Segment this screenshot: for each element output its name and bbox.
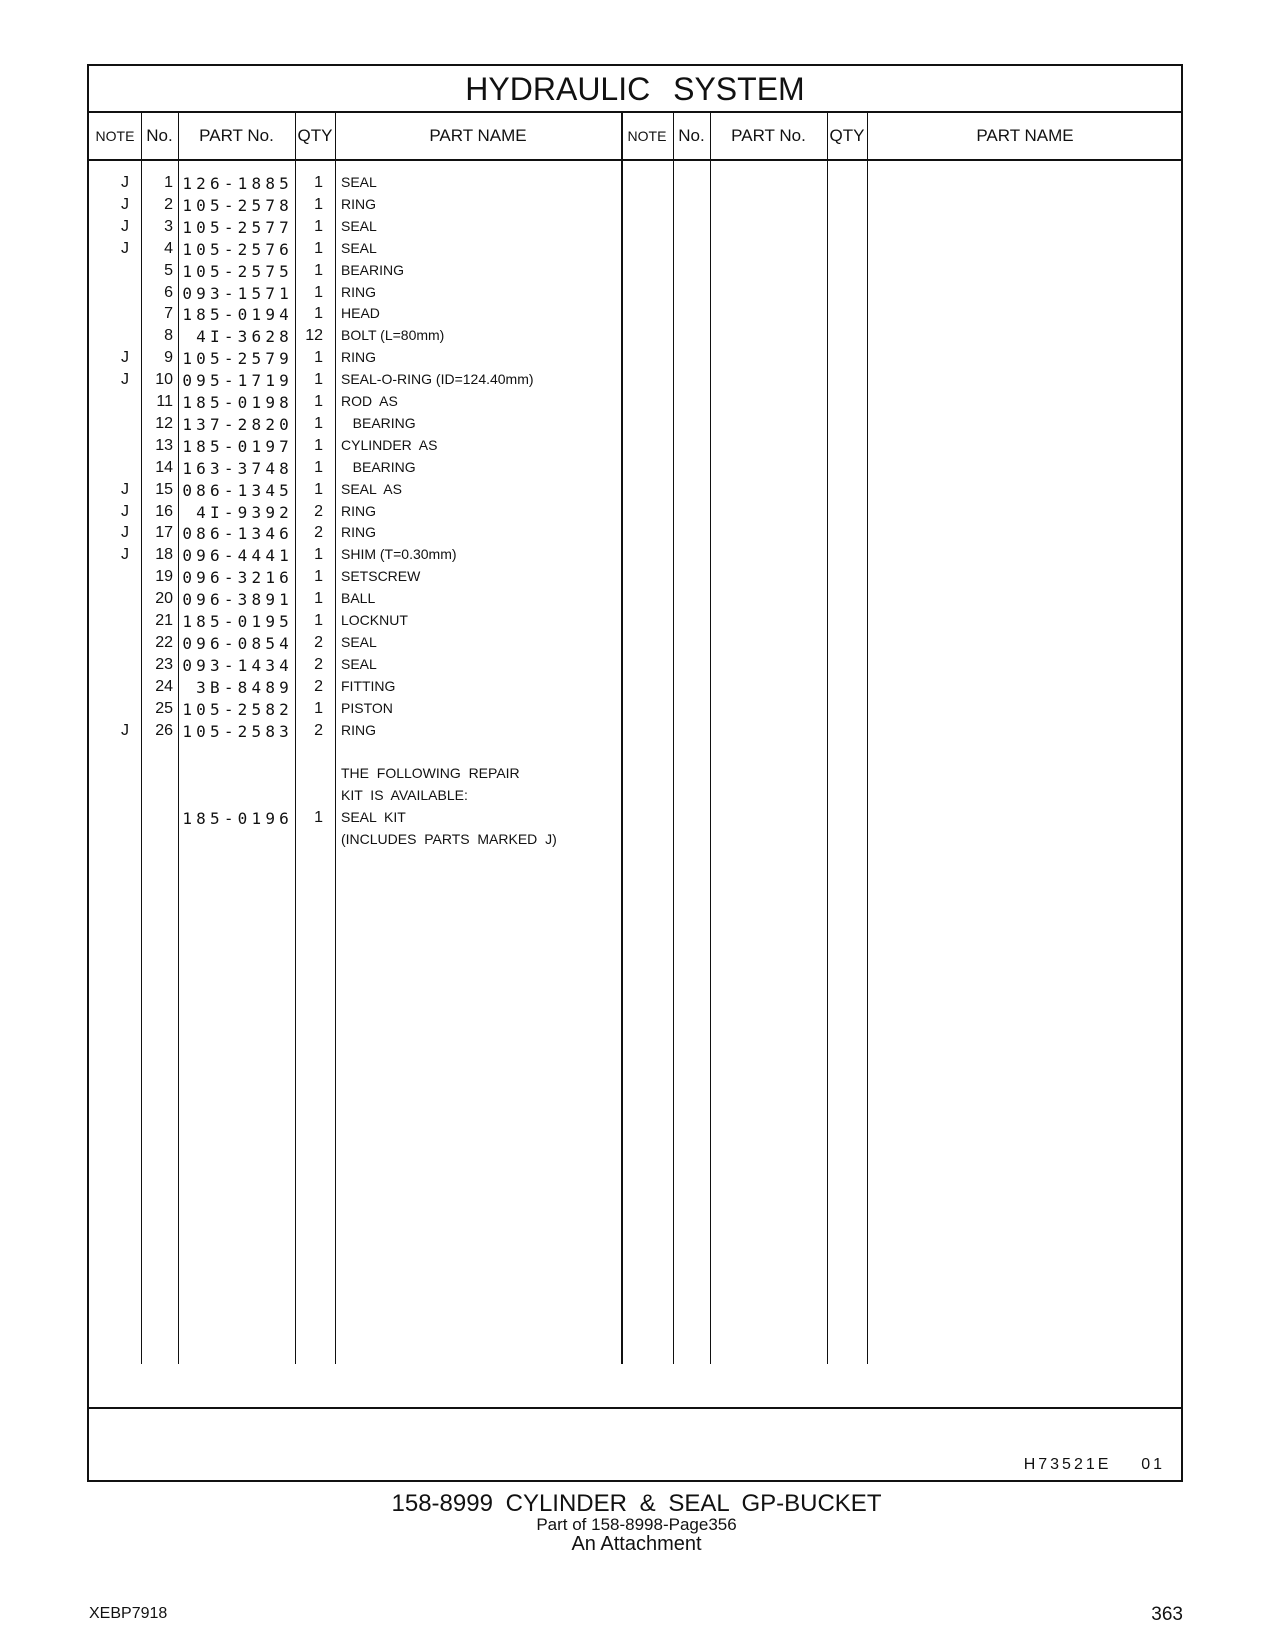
part-number-cell: 086-1346 <box>182 524 293 544</box>
part-number-cell: 4I-9392 <box>196 502 293 522</box>
part-name-cell: SETSCREW <box>341 568 421 585</box>
part-name-cell: RING <box>341 502 376 519</box>
quantity-cell: 1 <box>314 305 323 323</box>
item-number-cell: 8 <box>164 327 173 345</box>
item-number-cell: 16 <box>155 502 173 520</box>
part-number-cell: 185-0194 <box>182 305 293 325</box>
item-number-cell: 9 <box>164 349 173 367</box>
part-number-cell: 105-2575 <box>182 261 293 281</box>
note-cell: J <box>121 721 129 739</box>
table-row <box>89 262 1181 285</box>
table-row <box>89 349 1181 372</box>
table-row <box>89 590 1181 613</box>
item-number-cell: 7 <box>164 305 173 323</box>
part-number-cell: 096-3216 <box>182 568 293 588</box>
table-row <box>89 809 1181 832</box>
part-name-cell: RING <box>341 721 376 738</box>
part-number-cell: 105-2577 <box>182 217 293 237</box>
note-cell: J <box>121 524 129 542</box>
quantity-cell: 2 <box>314 655 323 673</box>
table-row <box>89 722 1181 745</box>
quantity-cell: 1 <box>314 590 323 608</box>
part-number-cell: 4I-3628 <box>196 327 293 347</box>
table-row <box>89 218 1181 241</box>
part-name-cell: SEAL-O-RING (ID=124.40mm) <box>341 371 534 388</box>
parts-table-frame <box>87 64 1183 1482</box>
quantity-cell: 1 <box>314 283 323 301</box>
note-cell: J <box>121 546 129 564</box>
table-row <box>89 174 1181 197</box>
quantity-cell: 1 <box>314 809 323 827</box>
part-number-cell: 105-2576 <box>182 239 293 259</box>
part-name-cell: FITTING <box>341 677 396 694</box>
quantity-cell: 2 <box>314 502 323 520</box>
part-name-cell: SEAL <box>341 655 377 672</box>
quantity-cell: 1 <box>314 174 323 191</box>
part-number-cell: 093-1571 <box>182 283 293 303</box>
item-number-cell: 24 <box>155 677 173 695</box>
item-number-cell: 13 <box>155 436 173 454</box>
item-number-cell: 22 <box>155 633 173 651</box>
caption-subtitle: Part of 158-8998-Page356 <box>536 1515 737 1534</box>
note-cell: J <box>121 195 129 213</box>
part-name-cell: SEAL KIT <box>341 809 406 826</box>
quantity-cell: 12 <box>305 327 323 345</box>
part-name-cell: SEAL <box>341 239 377 256</box>
table-row <box>89 240 1181 263</box>
part-name-cell: RING <box>341 524 376 541</box>
part-name-cell: SEAL AS <box>341 480 402 497</box>
part-number-cell: 163-3748 <box>182 458 293 478</box>
item-number-cell: 1 <box>164 174 173 191</box>
quantity-cell: 2 <box>314 677 323 695</box>
header-qty-right: QTY <box>829 126 865 145</box>
table-row <box>89 612 1181 635</box>
table-row <box>89 503 1181 526</box>
part-number-cell: 096-4441 <box>182 546 293 566</box>
table-row <box>89 787 1181 810</box>
table-row <box>89 634 1181 657</box>
quantity-cell: 1 <box>314 546 323 564</box>
table-row <box>89 656 1181 679</box>
header-no: No. <box>146 126 173 145</box>
header-part-name: PART NAME <box>429 126 527 145</box>
item-number-cell: 6 <box>164 283 173 301</box>
table-row <box>89 524 1181 547</box>
item-number-cell: 19 <box>155 568 173 586</box>
part-number-cell: 105-2578 <box>182 195 293 215</box>
note-cell: J <box>121 239 129 257</box>
caption-attachment: An Attachment <box>571 1533 702 1555</box>
table-row <box>89 765 1181 788</box>
item-number-cell: 25 <box>155 699 173 717</box>
part-name-cell: RING <box>341 283 376 300</box>
part-number-cell: 185-0195 <box>182 612 293 631</box>
table-row <box>89 327 1181 350</box>
part-name-cell: THE FOLLOWING REPAIR <box>341 765 520 782</box>
part-number-cell: 185-0198 <box>182 393 293 412</box>
quantity-cell: 1 <box>314 436 323 454</box>
part-name-cell: BOLT (L=80mm) <box>341 327 445 344</box>
part-name-cell: LOCKNUT <box>341 612 408 628</box>
header-note-right: NOTE <box>627 128 667 144</box>
quantity-cell: 1 <box>314 217 323 235</box>
note-cell: J <box>121 371 129 389</box>
table-row <box>89 678 1181 701</box>
table-row <box>89 743 1181 766</box>
header-no-right: No. <box>678 126 705 145</box>
document-id: XEBP7918 <box>89 1605 168 1622</box>
item-number-cell: 18 <box>155 546 173 564</box>
table-row <box>89 415 1181 438</box>
header-note: NOTE <box>95 128 135 144</box>
part-number-cell: 137-2820 <box>182 414 293 434</box>
quantity-cell: 1 <box>314 612 323 629</box>
table-row <box>89 700 1181 723</box>
part-name-cell: (INCLUDES PARTS MARKED J) <box>341 831 557 847</box>
item-number-cell: 14 <box>155 458 173 476</box>
part-number-cell: 086-1345 <box>182 480 293 500</box>
part-number-cell: 093-1434 <box>182 655 293 675</box>
part-number-cell: 105-2579 <box>182 349 293 369</box>
item-number-cell: 15 <box>155 480 173 498</box>
item-number-cell: 4 <box>164 239 173 257</box>
table-header <box>89 113 1181 161</box>
table-row <box>89 371 1181 394</box>
quantity-cell: 1 <box>314 349 323 367</box>
part-name-cell: PISTON <box>341 699 393 716</box>
part-number-cell: 105-2583 <box>182 721 293 741</box>
part-number-cell: 095-1719 <box>182 371 293 391</box>
item-number-cell: 3 <box>164 217 173 235</box>
part-name-cell: BALL <box>341 590 376 607</box>
part-name-cell: BEARING <box>341 261 405 278</box>
table-bottom-rule <box>89 1407 1181 1409</box>
part-name-cell: BEARING <box>341 414 416 431</box>
page-number: 363 <box>1151 1604 1183 1625</box>
quantity-cell: 1 <box>314 480 323 498</box>
quantity-cell: 2 <box>314 633 323 651</box>
part-number-cell: 185-0197 <box>182 436 293 456</box>
quantity-cell: 1 <box>314 458 323 476</box>
header-part-no: PART No. <box>199 126 274 145</box>
quantity-cell: 1 <box>314 239 323 257</box>
part-name-cell: SHIM (T=0.30mm) <box>341 546 457 563</box>
table-row <box>89 196 1181 219</box>
quantity-cell: 2 <box>314 721 323 739</box>
quantity-cell: 1 <box>314 568 323 586</box>
part-name-cell: BEARING <box>341 458 416 475</box>
note-cell: J <box>121 174 129 191</box>
item-number-cell: 5 <box>164 261 173 279</box>
header-qty: QTY <box>297 126 333 145</box>
part-name-cell: KIT IS AVAILABLE: <box>341 787 468 804</box>
note-cell: J <box>121 480 129 498</box>
item-number-cell: 26 <box>155 721 173 739</box>
part-number-cell: 105-2582 <box>182 699 293 719</box>
table-row <box>89 437 1181 460</box>
page-title: HYDRAULIC SYSTEM <box>89 66 1181 113</box>
note-cell: J <box>121 349 129 367</box>
note-cell: J <box>121 502 129 520</box>
item-number-cell: 10 <box>155 371 173 389</box>
part-number-cell: 096-0854 <box>182 633 293 653</box>
item-number-cell: 17 <box>155 524 173 542</box>
quantity-cell: 1 <box>314 699 323 717</box>
quantity-cell: 1 <box>314 371 323 389</box>
item-number-cell: 11 <box>156 393 173 410</box>
part-name-cell: SEAL <box>341 174 377 190</box>
part-number-cell: 185-0196 <box>182 809 293 829</box>
quantity-cell: 1 <box>314 414 323 432</box>
figure-code: H73521E 01 <box>1023 1456 1165 1473</box>
part-name-cell: ROD AS <box>341 393 398 409</box>
table-row <box>89 284 1181 307</box>
part-number-cell: 126-1885 <box>182 174 293 193</box>
table-row <box>89 305 1181 328</box>
part-name-cell: RING <box>341 349 376 366</box>
quantity-cell: 1 <box>314 195 323 213</box>
part-name-cell: RING <box>341 195 376 212</box>
table-row <box>89 568 1181 591</box>
item-number-cell: 23 <box>155 655 173 673</box>
part-name-cell: HEAD <box>341 305 380 322</box>
quantity-cell: 1 <box>314 261 323 279</box>
part-number-cell: 096-3891 <box>182 590 293 610</box>
table-row <box>89 831 1181 854</box>
header-part-name-right: PART NAME <box>976 126 1074 145</box>
item-number-cell: 12 <box>155 414 173 432</box>
note-cell: J <box>121 217 129 235</box>
table-row <box>89 481 1181 504</box>
item-number-cell: 20 <box>155 590 173 608</box>
item-number-cell: 21 <box>155 612 173 629</box>
table-row <box>89 546 1181 569</box>
caption-title: 158-8999 CYLINDER & SEAL GP-BUCKET <box>391 1490 882 1517</box>
part-name-cell: SEAL <box>341 633 377 650</box>
item-number-cell: 2 <box>164 195 173 213</box>
quantity-cell: 1 <box>314 393 323 410</box>
part-name-cell: CYLINDER AS <box>341 436 438 453</box>
part-number-cell: 3B-8489 <box>196 677 293 697</box>
part-name-cell: SEAL <box>341 217 377 234</box>
quantity-cell: 2 <box>314 524 323 542</box>
table-row <box>89 393 1181 416</box>
header-part-no-right: PART No. <box>731 126 806 145</box>
table-row <box>89 459 1181 482</box>
